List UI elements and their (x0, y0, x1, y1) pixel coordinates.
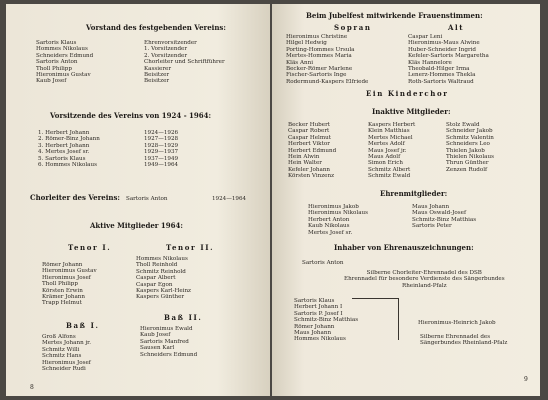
list-item: Maus Oswald-Josef (412, 210, 467, 217)
list-item: Becker-Römer Marlene (286, 66, 353, 73)
inhaber-first: Sartoris Anton (302, 260, 344, 266)
list-item: Porting-Hommes Ursula (286, 46, 355, 53)
list-item: Becker Hubert (288, 122, 330, 128)
inhaber-group-right: Hieronimus-Heinrich Jakob (418, 320, 496, 326)
list-item: Kassierer (144, 65, 172, 72)
list-item: Hieronimus Christine (286, 34, 348, 40)
vorstand-names (36, 40, 93, 85)
list-item: Sartoris Anton (36, 59, 78, 66)
list-item: Hieronimus Ewald (140, 326, 193, 332)
list-item: Fischer-Sartoris Inge (286, 72, 347, 79)
list-item: Schmitz Ewald (368, 173, 411, 180)
chorleiter-years: 1924—1964 (212, 196, 247, 202)
vorstand-heading: Vorstand des festgebenden Vereins: (86, 23, 226, 32)
list-item: Groß Alfons (42, 334, 76, 340)
list-item: Kaub Josef (140, 332, 171, 339)
list-item: Mertes Josef sr. (308, 229, 353, 236)
list-item: 1927—1928 (144, 136, 179, 143)
list-item: Kläs Hannelore (408, 59, 452, 66)
list-item: Hieronimus-Maus Alwine (408, 40, 480, 47)
list-item: Körsten Vinzenz (288, 173, 335, 180)
list-item: Hilgel Hedwig (286, 40, 327, 47)
award-line: Sängerbundes Rheinland-Pfalz (420, 340, 508, 347)
alt-list (408, 34, 489, 85)
list-item: Stolz Ewald (446, 122, 480, 128)
page-number-right: 9 (524, 376, 528, 383)
award-line: Silberne Chorleiter-Ehrennadel des DSB (366, 270, 482, 276)
list-item: 2. Vorsitzender (144, 52, 188, 59)
inaktive-col3 (446, 122, 494, 173)
list-item: Römer Johann (294, 323, 335, 330)
list-item: Rodermund-Kaspers Elfriede (286, 78, 369, 85)
bass1-heading: Baß I. (66, 321, 100, 330)
list-item: Caspar Egon (136, 281, 173, 288)
kinderchor-heading: Ein Kinderchor (366, 89, 449, 98)
award-line: Silberne Ehrennadel des (420, 334, 491, 340)
list-item: Sartoris P. Josef I (294, 310, 343, 317)
list-item: 4. Mertes Josef sr. (38, 149, 90, 156)
list-item: Beisitzer (144, 78, 170, 85)
list-item: Körsten Erwin (42, 287, 83, 294)
list-item: Tholl Reinhold (136, 262, 178, 269)
list-item: 6. Hommes Nikolaus (38, 162, 97, 169)
list-item: Kaspers Herbert (368, 122, 416, 128)
frauen-heading: Beim Jubelfest mitwirkende Frauenstimmen: (306, 11, 483, 20)
list-item: Schneiders Edmund (140, 351, 198, 358)
list-item: Kefeler Johann (288, 166, 331, 173)
list-item: Schmitz-Binz Matthias (294, 317, 359, 324)
list-item: Kaspers Karl-Heinz (136, 288, 191, 295)
ehren-col2 (412, 204, 476, 230)
list-item: Kläs Anni (286, 59, 313, 66)
list-item: Maus Johann (294, 330, 332, 337)
list-item: Theobald-Hilger Irma (408, 66, 470, 73)
list-item: Herbert Anton (308, 216, 350, 223)
list-item: 2. Römer-Binz Johann (38, 136, 100, 143)
list-item: Ehrenvorsitzender (144, 40, 197, 46)
vorsitzende-years (144, 130, 178, 168)
list-item: Herbert Johann I (294, 304, 343, 311)
left-page (6, 4, 270, 396)
list-item: Hommes Nikolaus (136, 256, 188, 262)
right-page (272, 4, 540, 396)
list-item: Huber-Schneider Ingrid (408, 46, 476, 53)
list-item: Maus Johann (412, 204, 450, 210)
list-item: Mertes-Hommes Maria (286, 53, 352, 60)
list-item: Krämer Johann (42, 294, 86, 301)
list-item: 1928—1929 (144, 142, 179, 149)
list-item: Herbert Edmund (288, 147, 337, 154)
list-item: Schneider Jakob (446, 128, 493, 135)
alt-heading: Alt (448, 23, 465, 32)
list-item: Mertes Johann jr. (42, 340, 92, 347)
page-number-left: 8 (30, 384, 34, 391)
list-item: Kefeler-Sartoris Margaretha (408, 53, 489, 60)
list-item: Zenzen Rudolf (446, 166, 488, 173)
list-item: Schneider Rudi (42, 366, 86, 373)
list-item: 3. Herbert Johann (38, 142, 90, 149)
ehren-heading: Ehrenmitglieder: (380, 189, 448, 198)
inhaber-group-list (294, 298, 358, 343)
tenor1-heading: Tenor I. (68, 243, 112, 252)
list-item: Schmitz Albert (368, 166, 411, 173)
chorleiter-heading: Chorleiter des Vereins: (30, 193, 120, 202)
inhaber-heading: Inhaber von Ehrenauszeichnungen: (334, 243, 474, 252)
tenor1-list (42, 262, 97, 307)
list-item: Schmitz-Binz Matthias (412, 216, 477, 223)
list-item: Hieronimus Nikolaus (308, 210, 369, 217)
ehren-col1 (308, 204, 368, 236)
list-item: Thielen Jakob (446, 147, 485, 154)
list-item: Sartoris Manfred (140, 338, 189, 345)
list-item: Kaub Nikolaus (308, 223, 350, 230)
list-item: Thielen Nikolaus (446, 154, 494, 161)
list-item: Herbert Viktor (288, 141, 330, 148)
list-item: Caspar Robert (288, 128, 330, 135)
list-item: Schneiders Leo (446, 141, 490, 148)
sopran-list (286, 34, 368, 85)
bass2-list (140, 326, 197, 358)
list-item: Sartoris Klaus (36, 40, 77, 46)
list-item: Hieronimus Josef (42, 359, 91, 366)
list-item: Schneiders Edmund (36, 52, 94, 59)
vorsitzende-heading: Vorsitzende des Vereins von 1924 - 1964: (50, 111, 212, 120)
list-item: 1937—1949 (144, 155, 179, 162)
list-item: Caspar Leni (408, 34, 443, 40)
list-item: Hieronimus Jakob (308, 204, 359, 210)
list-item: Maus Adolf (368, 154, 401, 161)
list-item: Sartoris Klaus (294, 298, 335, 304)
list-item: Simon Erich (368, 160, 403, 167)
list-item: Lenerz-Hommes Thekla (408, 72, 476, 79)
list-item: Tholl Philipp (36, 65, 72, 72)
list-item: Schmitz Hans (42, 353, 82, 360)
list-item: Maus Josef jr. (368, 147, 407, 154)
list-item: 1. Herbert Johann (38, 130, 90, 136)
list-item: Klein Matthias (368, 128, 410, 135)
tenor2-heading: Tenor II. (166, 243, 215, 252)
list-item: Sartoris Peter (412, 223, 452, 230)
list-item: Kaspers Günther (136, 294, 185, 301)
tenor2-list (136, 256, 191, 301)
bass2-heading: Baß II. (164, 313, 203, 322)
list-item: Beisitzer (144, 72, 170, 79)
list-item: Hieronimus Josef (42, 274, 91, 281)
award1-text (344, 270, 505, 289)
list-item: 1. Vorsitzender (144, 46, 188, 53)
bracket-top-rule (352, 298, 398, 299)
list-item: 1929—1937 (144, 149, 179, 156)
aktive-heading: Aktive Mitglieder 1964: (90, 221, 183, 230)
bass1-list (42, 334, 91, 372)
list-item: Mertes Adolf (368, 141, 405, 148)
inaktive-heading: Inaktive Mitglieder: (372, 107, 451, 116)
list-item: Hommes Nikolaus (36, 46, 88, 53)
list-item: Römer Johann (42, 262, 83, 268)
list-item: 5. Sartoris Klaus (38, 155, 86, 162)
list-item: Caspar Helmut (288, 134, 331, 141)
award-line: Ehrennadel für besondere Verdienste des Sängerbundes (344, 276, 505, 283)
award-line: Rheinland-Pfalz (401, 282, 447, 289)
list-item: 1949—1964 (144, 162, 179, 169)
list-item: Hieronimus Gustav (36, 72, 91, 79)
list-item: Chorleiter und Schriftführer (144, 59, 225, 66)
chorleiter-name: Sartoris Anton (126, 196, 168, 202)
list-item: Thrun Günther (446, 160, 489, 167)
inaktive-col1 (288, 122, 336, 180)
list-item: Hieronimus Gustav (42, 268, 97, 275)
list-item: Hein Walter (288, 160, 322, 167)
list-item: Mertes Michael (368, 134, 413, 141)
list-item: Trapp Helmut (42, 300, 82, 307)
award2-text (420, 334, 507, 347)
list-item: Sausen Karl (140, 345, 175, 352)
list-item: Schmitz Reinhold (136, 268, 186, 275)
sopran-heading: Sopran (334, 23, 372, 32)
list-item: Hommes Nikolaus (294, 336, 346, 343)
list-item: Schmitz Willi (42, 346, 80, 353)
bracket-vertical-line (398, 298, 399, 340)
list-item: Schmitz Valentin (446, 134, 494, 141)
list-item: 1924—1926 (144, 130, 179, 136)
list-item: Roth-Sartoris Waltraud (408, 78, 474, 85)
list-item: Kaub Josef (36, 78, 67, 85)
vorsitzende-names (38, 130, 100, 168)
list-item: Tholl Philipp (42, 281, 78, 288)
list-item: Caspar Albert (136, 275, 176, 282)
vorstand-roles (144, 40, 225, 85)
list-item: Hein Alwin (288, 154, 320, 161)
inaktive-col2 (368, 122, 415, 180)
